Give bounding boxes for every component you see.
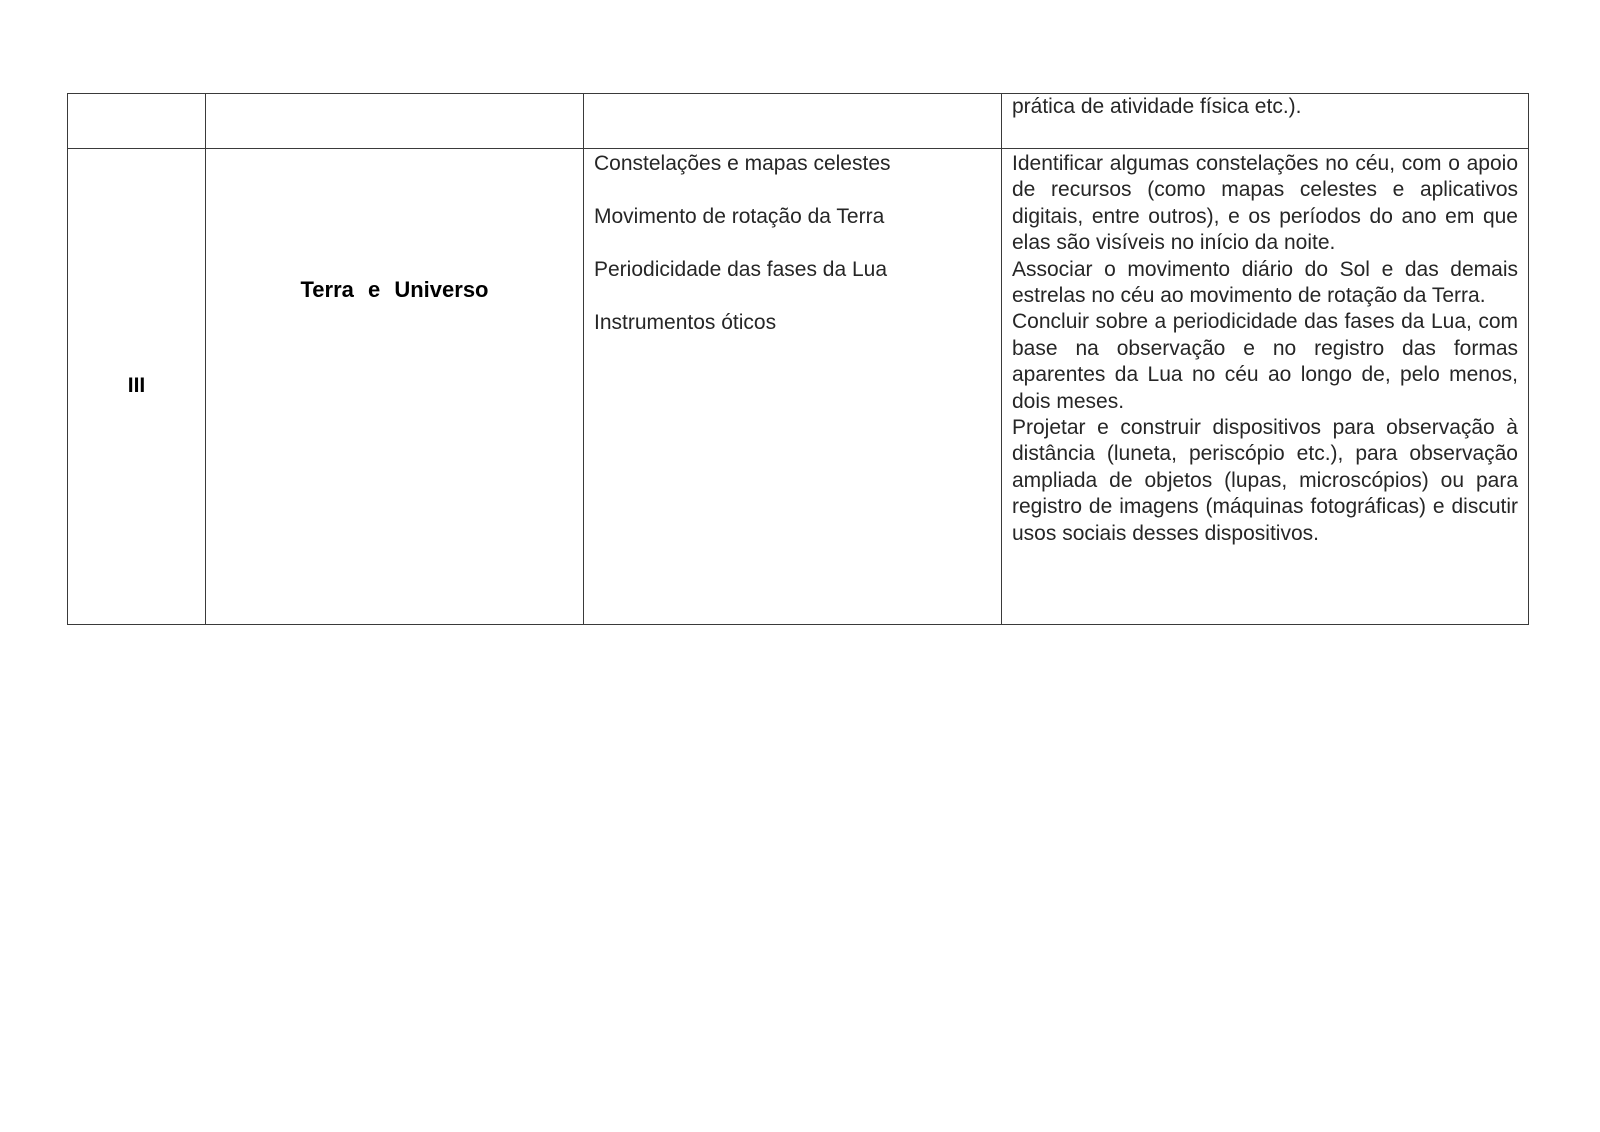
skill-text: Projetar e construir dispositivos para observação à distância (luneta, periscópio etc.), para observação ampliada de objetos (lupas, microscópios) ou para registro de imagens (máquinas fotográficas) e discutir usos sociais desses dispositivos. (1012, 416, 1518, 545)
skill-text: Concluir sobre a periodicidade das fases da Lua, com base na observação e no registro das formas aparentes da Lua no céu ao longo de, pelo menos, dois meses. (1012, 310, 1518, 413)
skill-text: prática de atividade física etc.). (1012, 95, 1302, 118)
skills-cell (1002, 149, 1529, 625)
table-row (68, 94, 1529, 149)
theme-label: Terra e Universo (300, 277, 489, 302)
skill-text: Identificar algumas constelações no céu, com o apoio de recursos (como mapas celestes e aplicativos digitais, entre outros), e os períodos do ano em que elas são visíveis no início da noite. (1012, 152, 1518, 255)
unit-cell: III (68, 149, 206, 625)
theme-cell (206, 149, 584, 625)
curriculum-table (67, 93, 1529, 625)
knowledge-object: Instrumentos óticos (594, 311, 777, 334)
objects-cell (584, 94, 1002, 149)
knowledge-object: Movimento de rotação da Terra (594, 205, 885, 228)
table-row (68, 149, 1529, 625)
objects-cell (584, 149, 1002, 625)
knowledge-object: Constelações e mapas celestes (594, 152, 891, 175)
theme-cell (206, 94, 584, 149)
knowledge-object: Periodicidade das fases da Lua (594, 258, 888, 281)
skills-cell (1002, 94, 1529, 149)
unit-cell (68, 94, 206, 149)
skill-text: Associar o movimento diário do Sol e das demais estrelas no céu ao movimento de rotação da Terra. (1012, 257, 1518, 308)
